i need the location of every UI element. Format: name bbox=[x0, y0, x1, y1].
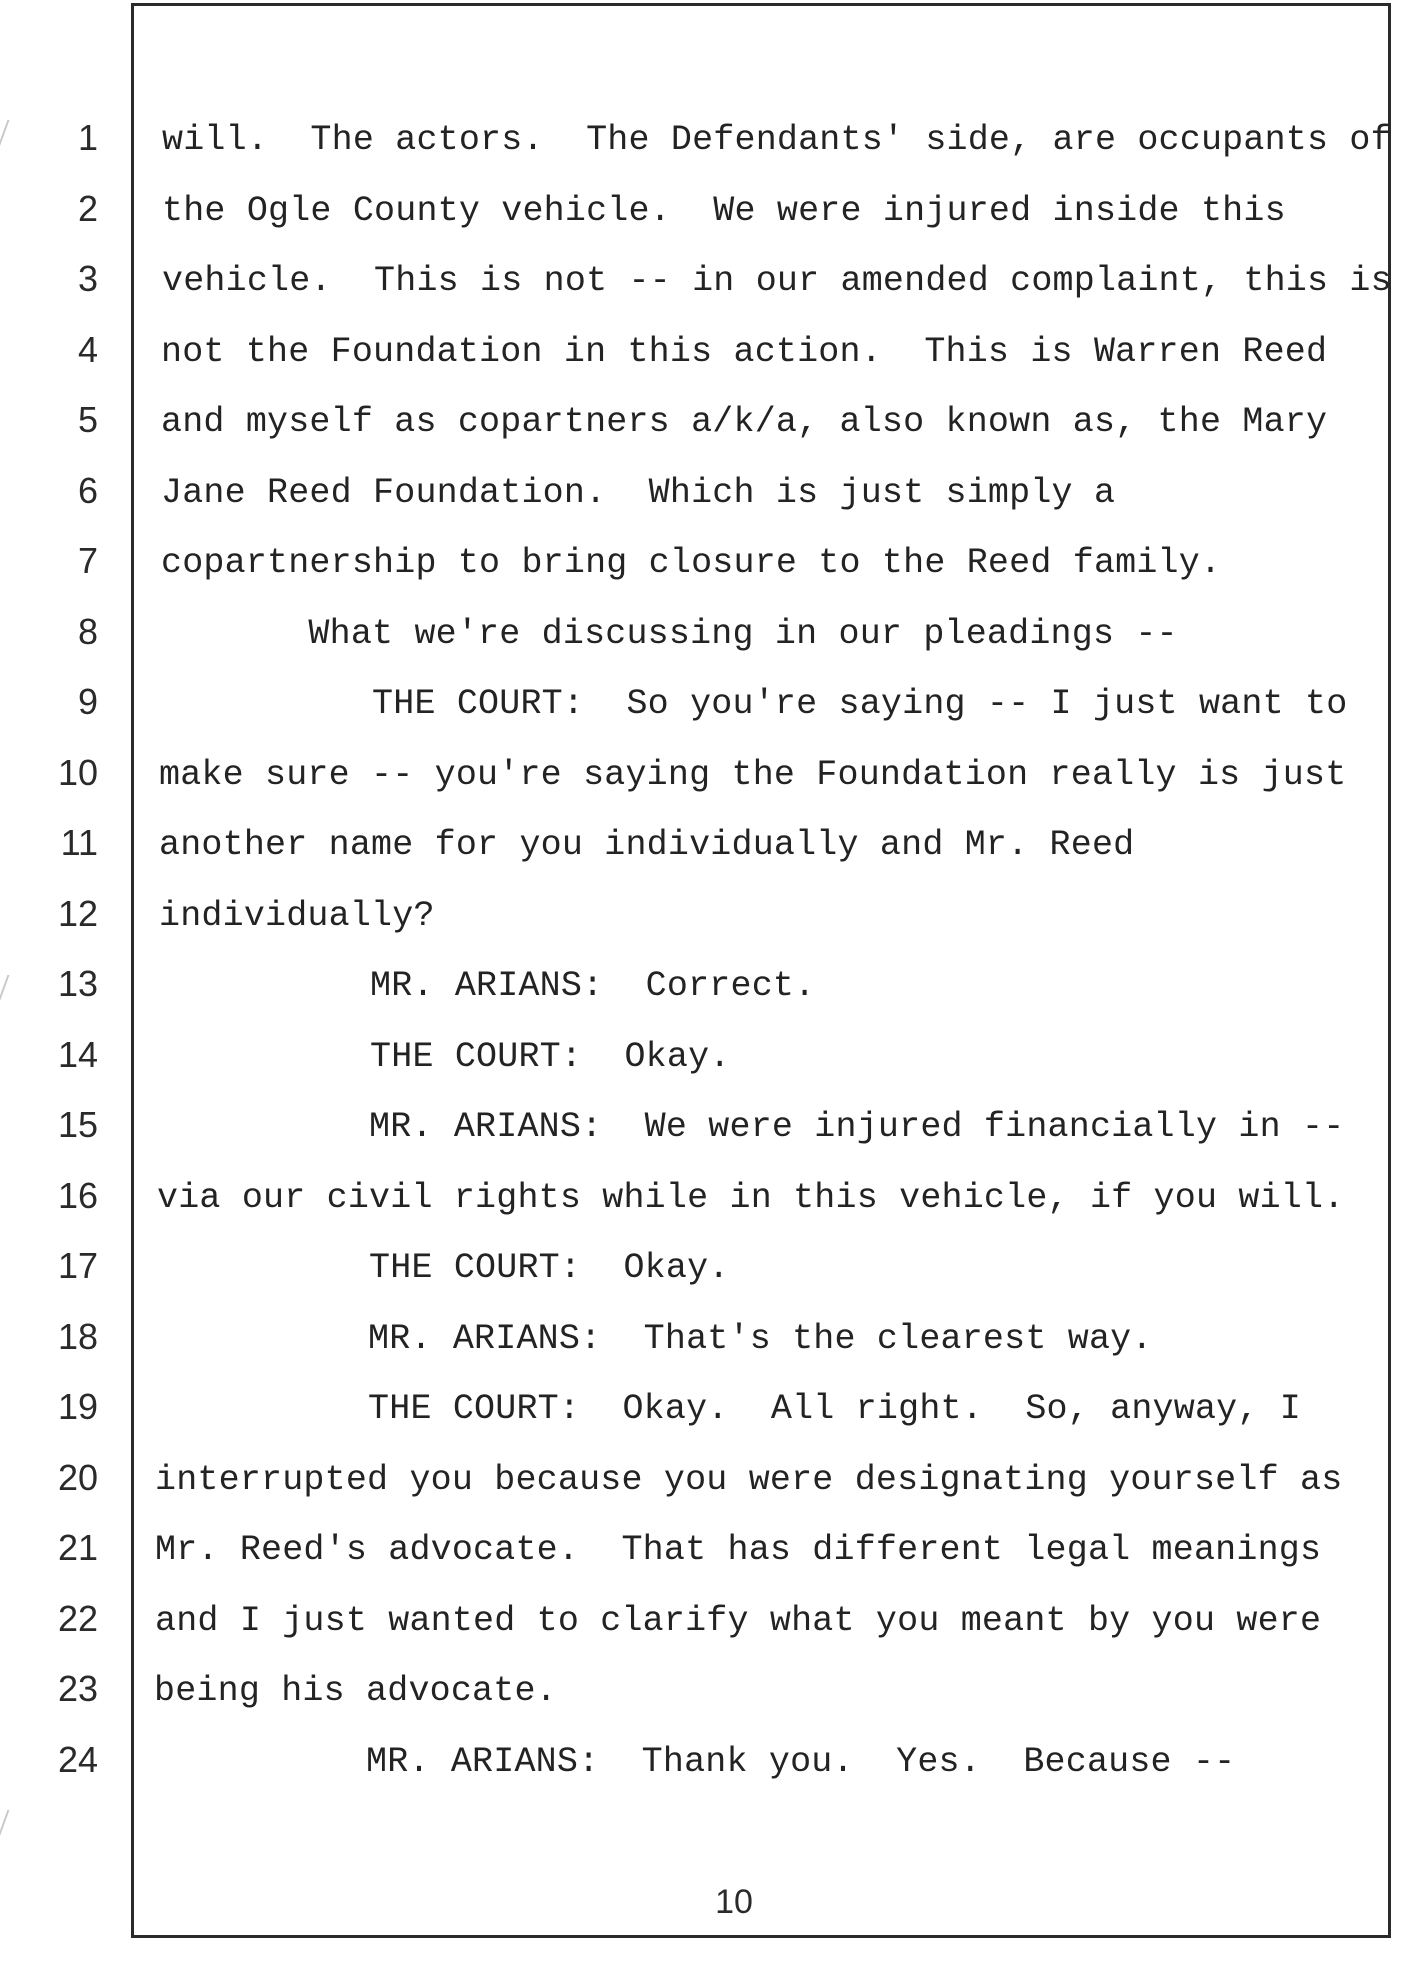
line-number: 3 bbox=[77, 258, 98, 299]
transcript-line: THE COURT: Okay. bbox=[157, 1248, 730, 1288]
page-number: 10 bbox=[715, 1883, 753, 1921]
line-number: 16 bbox=[57, 1175, 98, 1216]
line-number: 9 bbox=[77, 681, 98, 722]
line-number: 8 bbox=[77, 611, 98, 652]
transcript-line: copartnership to bring closure to the Reed family. bbox=[161, 543, 1222, 583]
transcript-line: being his advocate. bbox=[154, 1671, 557, 1711]
transcript-line: What we're discussing in our pleadings -- bbox=[160, 614, 1178, 654]
transcript-line: another name for you individually and Mr. Reed bbox=[159, 825, 1135, 865]
transcript-line: Jane Reed Foundation. Which is just simply a bbox=[161, 473, 1116, 513]
transcript-line: interrupted you because you were designating yourself as bbox=[155, 1460, 1343, 1500]
line-number: 6 bbox=[77, 470, 98, 511]
line-number: 19 bbox=[57, 1386, 98, 1427]
line-number: 4 bbox=[77, 329, 98, 370]
transcript-line: MR. ARIANS: We were injured financially in -- bbox=[157, 1107, 1345, 1147]
transcript-line: the Ogle County vehicle. We were injured inside this bbox=[162, 191, 1286, 231]
line-number: 21 bbox=[57, 1527, 98, 1568]
transcript-line: MR. ARIANS: Correct. bbox=[158, 966, 816, 1006]
line-number: 14 bbox=[57, 1034, 98, 1075]
transcript-line: vehicle. This is not -- in our amended complaint, this is bbox=[162, 261, 1392, 301]
line-number: 17 bbox=[57, 1245, 98, 1286]
transcript-line: via our civil rights while in this vehicle, if you will. bbox=[157, 1178, 1345, 1218]
margin-scratch-mark bbox=[0, 1810, 17, 1840]
transcript-line: THE COURT: Okay. bbox=[158, 1037, 731, 1077]
transcript-line: THE COURT: Okay. All right. So, anyway, I bbox=[156, 1389, 1301, 1429]
transcript-line: not the Foundation in this action. This is Warren Reed bbox=[161, 332, 1328, 372]
transcript-line: MR. ARIANS: That's the clearest way. bbox=[156, 1319, 1153, 1359]
transcript-line: individually? bbox=[159, 896, 435, 936]
line-number: 5 bbox=[77, 399, 98, 440]
line-number: 7 bbox=[77, 540, 98, 581]
transcript-line: and myself as copartners a/k/a, also known as, the Mary bbox=[161, 402, 1328, 442]
line-number: 22 bbox=[57, 1598, 98, 1639]
line-number: 20 bbox=[57, 1457, 98, 1498]
transcript-line: Mr. Reed's advocate. That has different legal meanings bbox=[155, 1530, 1322, 1570]
line-number: 23 bbox=[57, 1668, 98, 1709]
margin-scratch-mark bbox=[0, 120, 17, 150]
line-number: 15 bbox=[57, 1104, 98, 1145]
line-number: 1 bbox=[77, 117, 98, 158]
margin-scratch-mark bbox=[0, 975, 17, 1005]
line-number: 12 bbox=[57, 893, 98, 934]
line-number: 10 bbox=[57, 752, 98, 793]
line-number: 2 bbox=[77, 188, 98, 229]
transcript-line: will. The actors. The Defendants' side, are occupants of bbox=[162, 120, 1392, 160]
transcript-line: and I just wanted to clarify what you meant by you were bbox=[155, 1601, 1322, 1641]
line-number: 11 bbox=[60, 822, 98, 863]
transcript-line: THE COURT: So you're saying -- I just want to bbox=[160, 684, 1348, 724]
transcript-line: MR. ARIANS: Thank you. Yes. Because -- bbox=[154, 1742, 1236, 1782]
line-number: 13 bbox=[57, 963, 98, 1004]
transcript-line: make sure -- you're saying the Foundation really is just bbox=[159, 755, 1347, 795]
line-number: 18 bbox=[57, 1316, 98, 1357]
line-number: 24 bbox=[57, 1739, 98, 1780]
